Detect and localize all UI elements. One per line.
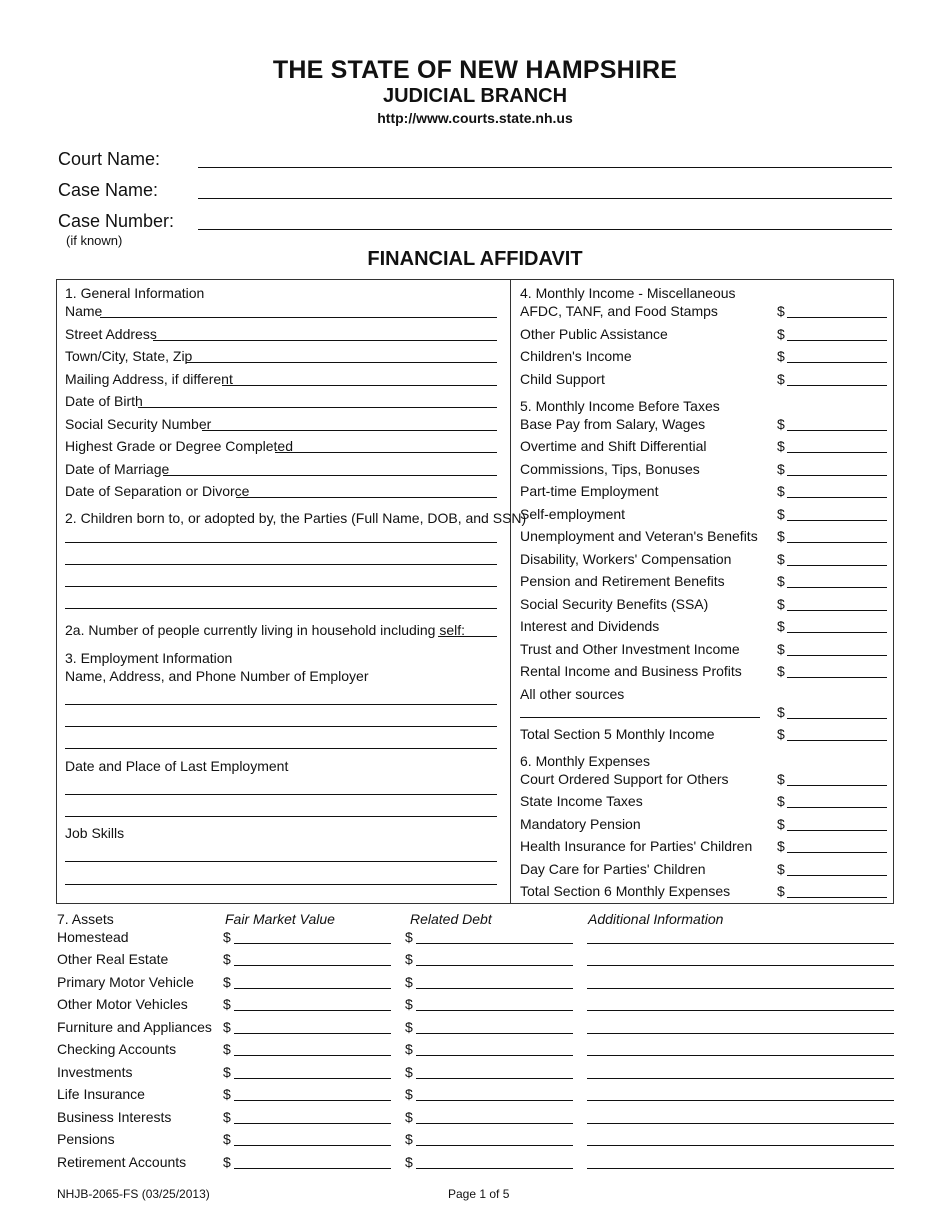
misc-income-heading: 4. Monthly Income - Miscellaneous bbox=[520, 285, 736, 301]
income-label: Commissions, Tips, Bonuses bbox=[520, 461, 700, 477]
dollar-sign: $ bbox=[777, 771, 785, 787]
employment-heading: 3. Employment Information bbox=[65, 650, 233, 666]
amount-field[interactable] bbox=[787, 497, 887, 498]
income-total-label: Total Section 5 Monthly Income bbox=[520, 726, 715, 742]
income-label: All other sources bbox=[520, 686, 625, 702]
dollar-sign: $ bbox=[405, 1041, 413, 1057]
dollar-sign: $ bbox=[405, 1154, 413, 1170]
dollar-sign: $ bbox=[777, 573, 785, 589]
dollar-sign: $ bbox=[223, 951, 231, 967]
amount-field[interactable] bbox=[787, 475, 887, 476]
dollar-sign: $ bbox=[777, 726, 785, 742]
dollar-sign: $ bbox=[777, 793, 785, 809]
income-label: Base Pay from Salary, Wages bbox=[520, 416, 706, 432]
court-name-label: Court Name: bbox=[58, 149, 161, 169]
general-field-line[interactable] bbox=[100, 317, 497, 318]
expenses-heading: 6. Monthly Expenses bbox=[520, 753, 650, 769]
children-line-4[interactable] bbox=[65, 608, 497, 609]
case-number-label: Case Number: bbox=[58, 211, 175, 231]
dollar-sign: $ bbox=[223, 996, 231, 1012]
general-field-line[interactable] bbox=[153, 340, 497, 341]
related-debt-field[interactable] bbox=[416, 1100, 573, 1101]
dollar-sign: $ bbox=[405, 1131, 413, 1147]
additional-info-field[interactable] bbox=[587, 1078, 894, 1079]
amount-field[interactable] bbox=[787, 785, 887, 786]
dollar-sign: $ bbox=[405, 929, 413, 945]
amount-field[interactable] bbox=[787, 362, 887, 363]
fair-market-value-field[interactable] bbox=[234, 1010, 391, 1011]
additional-info-field[interactable] bbox=[587, 1100, 894, 1101]
form-id: NHJB-2065-FS (03/25/2013) bbox=[57, 1187, 210, 1201]
assets-heading: 7. Assets bbox=[57, 911, 114, 927]
state-title: THE STATE OF NEW HAMPSHIRE bbox=[272, 56, 678, 84]
income-label: Rental Income and Business Profits bbox=[520, 663, 742, 679]
related-debt-header: Related Debt bbox=[410, 911, 492, 927]
fair-market-value-field[interactable] bbox=[234, 965, 391, 966]
dollar-sign: $ bbox=[777, 551, 785, 567]
expense-label: Health Insurance for Parties' Children bbox=[520, 838, 753, 854]
dollar-sign: $ bbox=[777, 704, 785, 720]
dollar-sign: $ bbox=[777, 838, 785, 854]
income-label: Interest and Dividends bbox=[520, 618, 660, 634]
dollar-sign: $ bbox=[223, 1064, 231, 1080]
fair-market-value-field[interactable] bbox=[234, 1078, 391, 1079]
related-debt-field[interactable] bbox=[416, 1168, 573, 1169]
amount-field[interactable] bbox=[787, 852, 887, 853]
amount-field[interactable] bbox=[787, 610, 887, 611]
general-field-label: Social Security Number bbox=[65, 416, 212, 432]
amount-field[interactable] bbox=[787, 452, 887, 453]
related-debt-field[interactable] bbox=[416, 943, 573, 944]
dollar-sign: $ bbox=[405, 1019, 413, 1035]
amount-field[interactable] bbox=[787, 520, 887, 521]
dollar-sign: $ bbox=[777, 438, 785, 454]
additional-info-field[interactable] bbox=[587, 988, 894, 989]
dollar-sign: $ bbox=[777, 506, 785, 522]
general-field-line[interactable] bbox=[275, 452, 497, 453]
dollar-sign: $ bbox=[777, 303, 785, 319]
income-label: Unemployment and Veteran's Benefits bbox=[520, 528, 758, 544]
expense-label: State Income Taxes bbox=[520, 793, 643, 809]
asset-label: Homestead bbox=[57, 929, 129, 945]
dollar-sign: $ bbox=[777, 663, 785, 679]
last-employment-line-2[interactable] bbox=[65, 816, 497, 817]
misc-income-label: Child Support bbox=[520, 371, 605, 387]
amount-field[interactable] bbox=[787, 430, 887, 431]
general-field-label: Date of Birth bbox=[65, 393, 143, 409]
dollar-sign: $ bbox=[777, 816, 785, 832]
form-title: FINANCIAL AFFIDAVIT bbox=[367, 248, 583, 270]
dollar-sign: $ bbox=[223, 974, 231, 990]
amount-field[interactable] bbox=[787, 317, 887, 318]
dollar-sign: $ bbox=[777, 416, 785, 432]
page-number: Page 1 of 5 bbox=[448, 1187, 510, 1201]
dollar-sign: $ bbox=[777, 348, 785, 364]
employment-sub: Name, Address, and Phone Number of Employer bbox=[65, 668, 369, 684]
last-employment-line-1[interactable] bbox=[65, 794, 497, 795]
related-debt-field[interactable] bbox=[416, 1033, 573, 1034]
amount-field[interactable] bbox=[787, 632, 887, 633]
income-label: Part-time Employment bbox=[520, 483, 659, 499]
other-sources-description-field[interactable] bbox=[520, 717, 760, 718]
amount-field[interactable] bbox=[787, 897, 887, 898]
amount-field[interactable] bbox=[787, 542, 887, 543]
asset-label: Retirement Accounts bbox=[57, 1154, 187, 1170]
related-debt-field[interactable] bbox=[416, 1123, 573, 1124]
misc-income-label: Children's Income bbox=[520, 348, 632, 364]
general-field-label: Street Address bbox=[65, 326, 157, 342]
dollar-sign: $ bbox=[777, 371, 785, 387]
fair-market-value-header: Fair Market Value bbox=[225, 911, 335, 927]
expenses-total-label: Total Section 6 Monthly Expenses bbox=[520, 883, 731, 899]
case-number-note: (if known) bbox=[66, 233, 123, 248]
children-line-1[interactable] bbox=[65, 542, 497, 543]
general-field-label: Date of Marriage bbox=[65, 461, 170, 477]
related-debt-field[interactable] bbox=[416, 1145, 573, 1146]
amount-field[interactable] bbox=[787, 587, 887, 588]
dollar-sign: $ bbox=[777, 326, 785, 342]
case-number-field[interactable] bbox=[198, 229, 892, 230]
income-label: Social Security Benefits (SSA) bbox=[520, 596, 709, 612]
additional-info-field[interactable] bbox=[587, 965, 894, 966]
dollar-sign: $ bbox=[777, 528, 785, 544]
general-field-line[interactable] bbox=[186, 362, 497, 363]
dollar-sign: $ bbox=[405, 1109, 413, 1125]
dollar-sign: $ bbox=[223, 1109, 231, 1125]
asset-label: Checking Accounts bbox=[57, 1041, 177, 1057]
case-name-field[interactable] bbox=[198, 198, 892, 199]
additional-info-field[interactable] bbox=[587, 1033, 894, 1034]
related-debt-field[interactable] bbox=[416, 988, 573, 989]
dollar-sign: $ bbox=[405, 1064, 413, 1080]
dollar-sign: $ bbox=[223, 1154, 231, 1170]
income-label: Self-employment bbox=[520, 506, 626, 522]
general-field-line[interactable] bbox=[163, 475, 497, 476]
asset-label: Business Interests bbox=[57, 1109, 172, 1125]
asset-label: Furniture and Appliances bbox=[57, 1019, 212, 1035]
job-skills-line-1[interactable] bbox=[65, 861, 497, 862]
dollar-sign: $ bbox=[405, 974, 413, 990]
fair-market-value-field[interactable] bbox=[234, 1055, 391, 1056]
household-count-field[interactable] bbox=[438, 636, 497, 637]
dollar-sign: $ bbox=[777, 883, 785, 899]
expense-label: Court Ordered Support for Others bbox=[520, 771, 729, 787]
general-field-label: Town/City, State, Zip bbox=[65, 348, 193, 364]
asset-label: Primary Motor Vehicle bbox=[57, 974, 194, 990]
amount-field[interactable] bbox=[787, 830, 887, 831]
dollar-sign: $ bbox=[405, 996, 413, 1012]
amount-field[interactable] bbox=[787, 875, 887, 876]
income-label: Overtime and Shift Differential bbox=[520, 438, 707, 454]
job-skills-label: Job Skills bbox=[65, 825, 125, 841]
general-field-label: Mailing Address, if different bbox=[65, 371, 233, 387]
general-field-line[interactable] bbox=[138, 407, 497, 408]
expense-label: Day Care for Parties' Children bbox=[520, 861, 706, 877]
asset-label: Investments bbox=[57, 1064, 133, 1080]
additional-info-field[interactable] bbox=[587, 1010, 894, 1011]
dollar-sign: $ bbox=[777, 483, 785, 499]
household-label: 2a. Number of people currently living in household including self: bbox=[65, 622, 466, 638]
misc-income-label: AFDC, TANF, and Food Stamps bbox=[520, 303, 718, 319]
amount-field[interactable] bbox=[787, 340, 887, 341]
related-debt-field[interactable] bbox=[416, 1078, 573, 1079]
fair-market-value-field[interactable] bbox=[234, 1033, 391, 1034]
dollar-sign: $ bbox=[223, 929, 231, 945]
dollar-sign: $ bbox=[223, 1041, 231, 1057]
general-field-label: Highest Grade or Degree Completed bbox=[65, 438, 294, 454]
general-field-line[interactable] bbox=[202, 430, 497, 431]
fair-market-value-field[interactable] bbox=[234, 1168, 391, 1169]
last-employment-label: Date and Place of Last Employment bbox=[65, 758, 289, 774]
related-debt-field[interactable] bbox=[416, 965, 573, 966]
column-divider bbox=[510, 279, 511, 904]
amount-field[interactable] bbox=[787, 385, 887, 386]
general-field-label: Name bbox=[65, 303, 103, 319]
related-debt-field[interactable] bbox=[416, 1055, 573, 1056]
dollar-sign: $ bbox=[777, 641, 785, 657]
amount-field[interactable] bbox=[787, 565, 887, 566]
additional-info-field[interactable] bbox=[587, 1123, 894, 1124]
amount-field[interactable] bbox=[787, 740, 887, 741]
general-heading: 1. General Information bbox=[65, 285, 205, 301]
branch-title: JUDICIAL BRANCH bbox=[382, 85, 568, 107]
court-url: http://www.courts.state.nh.us bbox=[377, 110, 573, 126]
asset-label: Other Real Estate bbox=[57, 951, 169, 967]
employer-line-1[interactable] bbox=[65, 704, 497, 705]
court-name-field[interactable] bbox=[198, 167, 892, 168]
dollar-sign: $ bbox=[405, 1086, 413, 1102]
dollar-sign: $ bbox=[777, 596, 785, 612]
fair-market-value-field[interactable] bbox=[234, 1100, 391, 1101]
income-label: Trust and Other Investment Income bbox=[520, 641, 740, 657]
fair-market-value-field[interactable] bbox=[234, 1123, 391, 1124]
employer-line-3[interactable] bbox=[65, 748, 497, 749]
children-line-2[interactable] bbox=[65, 564, 497, 565]
additional-info-header: Additional Information bbox=[588, 911, 724, 927]
job-skills-line-2[interactable] bbox=[65, 884, 497, 885]
dollar-sign: $ bbox=[777, 861, 785, 877]
misc-income-label: Other Public Assistance bbox=[520, 326, 668, 342]
amount-field[interactable] bbox=[787, 718, 887, 719]
additional-info-field[interactable] bbox=[587, 1145, 894, 1146]
dollar-sign: $ bbox=[777, 618, 785, 634]
dollar-sign: $ bbox=[777, 461, 785, 477]
asset-label: Life Insurance bbox=[57, 1086, 145, 1102]
general-field-line[interactable] bbox=[222, 385, 497, 386]
asset-label: Pensions bbox=[57, 1131, 115, 1147]
fair-market-value-field[interactable] bbox=[234, 943, 391, 944]
case-name-label: Case Name: bbox=[58, 180, 159, 200]
fair-market-value-field[interactable] bbox=[234, 988, 391, 989]
dollar-sign: $ bbox=[223, 1086, 231, 1102]
asset-label: Other Motor Vehicles bbox=[57, 996, 188, 1012]
income-label: Pension and Retirement Benefits bbox=[520, 573, 725, 589]
amount-field[interactable] bbox=[787, 807, 887, 808]
income-heading: 5. Monthly Income Before Taxes bbox=[520, 398, 720, 414]
related-debt-field[interactable] bbox=[416, 1010, 573, 1011]
employer-line-2[interactable] bbox=[65, 726, 497, 727]
general-field-label: Date of Separation or Divorce bbox=[65, 483, 250, 499]
dollar-sign: $ bbox=[223, 1131, 231, 1147]
amount-field[interactable] bbox=[787, 677, 887, 678]
additional-info-field[interactable] bbox=[587, 1055, 894, 1056]
fair-market-value-field[interactable] bbox=[234, 1145, 391, 1146]
income-label: Disability, Workers' Compensation bbox=[520, 551, 732, 567]
additional-info-field[interactable] bbox=[587, 1168, 894, 1169]
general-field-line[interactable] bbox=[236, 497, 497, 498]
children-heading: 2. Children born to, or adopted by, the Parties (Full Name, DOB, and SSN) bbox=[65, 510, 527, 526]
children-line-3[interactable] bbox=[65, 586, 497, 587]
dollar-sign: $ bbox=[223, 1019, 231, 1035]
additional-info-field[interactable] bbox=[587, 943, 894, 944]
amount-field[interactable] bbox=[787, 655, 887, 656]
dollar-sign: $ bbox=[405, 951, 413, 967]
expense-label: Mandatory Pension bbox=[520, 816, 641, 832]
